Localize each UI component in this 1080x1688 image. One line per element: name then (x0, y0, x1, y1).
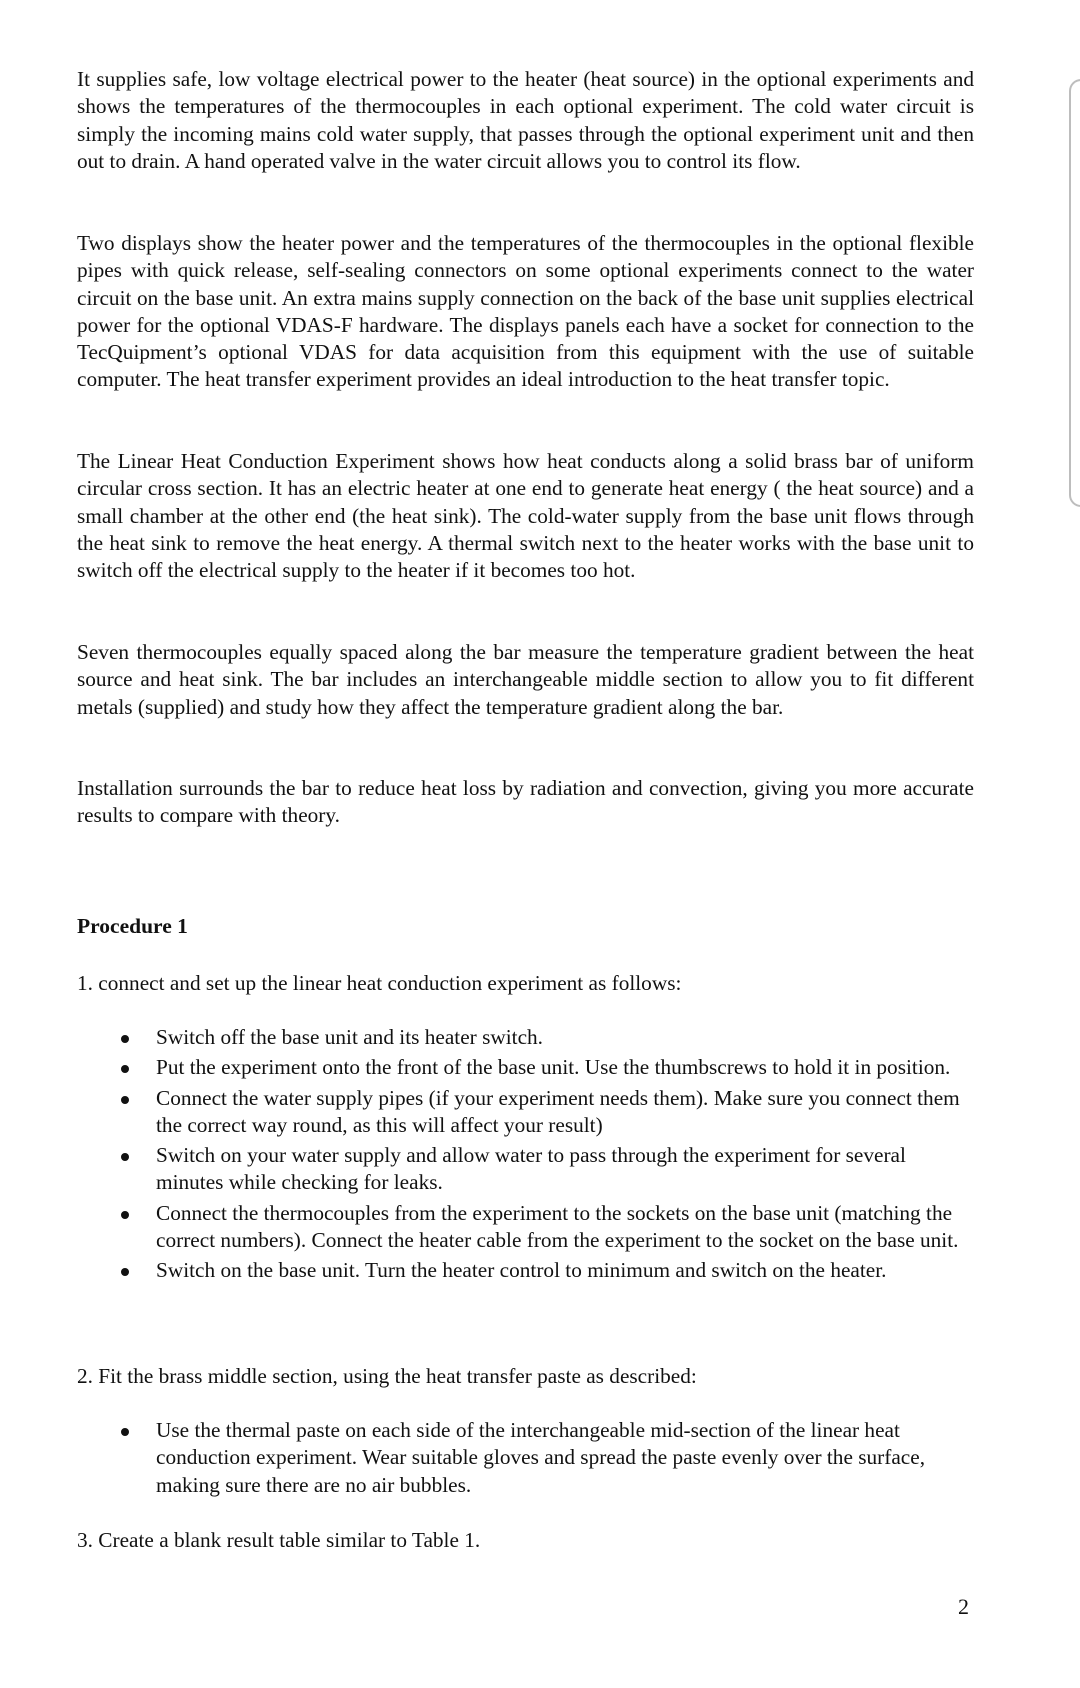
procedure-step-1: 1. connect and set up the linear heat conduction experiment as follows: (77, 971, 682, 995)
procedure-heading: Procedure 1 (77, 914, 188, 938)
list-item (116, 1200, 976, 1255)
bullet-icon (121, 1268, 129, 1276)
list-item (116, 1085, 976, 1140)
bullet-icon (121, 1153, 129, 1161)
bullet-icon (121, 1096, 129, 1104)
bullet-text: Switch off the base unit and its heater switch. (156, 1025, 544, 1049)
paragraph-base-unit-power: It supplies safe, low voltage electrical power to the heater (heat source) in the optional experiments and shows the temperatures of the thermocouples in each optional experiment. The cold water circuit is simply the incoming mains cold water supply, that passes through the optional experiment unit and then out to drain. A hand operated valve in the water circuit allows you to control its flow. (77, 67, 974, 173)
procedure-step-2: 2. Fit the brass middle section, using the heat transfer paste as described: (77, 1364, 697, 1388)
bullet-text: Connect the water supply pipes (if your experiment needs them). Make sure you connect them the correct way round, as this will affect your result) (156, 1085, 960, 1137)
procedure-step-3: 3. Create a blank result table similar to Table 1. (77, 1528, 481, 1552)
list-item (116, 1417, 976, 1499)
list-item (116, 1024, 976, 1051)
page-number: 2 (958, 1594, 969, 1619)
bullet-text: Switch on the base unit. Turn the heater control to minimum and switch on the heater. (156, 1258, 887, 1283)
bullet-text: Connect the thermocouples from the experiment to the sockets on the base unit (matching the correct numbers). Connect the heater cable from the experiment to the socket on the base unit. (156, 1200, 959, 1253)
paragraph-insulation: Installation surrounds the bar to reduce heat loss by radiation and convection, giving you more accurate results to compare with theory. (77, 776, 974, 828)
step-2-bullet-list (116, 1417, 976, 1499)
paragraph-thermocouples: Seven thermocouples equally spaced along the bar measure the temperature gradient between the heat source and heat sink. The bar includes an interchangeable middle section to allow you to fit different metals (supplied) and study how they affect the temperature gradient along the bar. (77, 640, 974, 719)
bullet-text: Use the thermal paste on each side of the interchangeable mid-section of the linear heat conduction experiment. Wear suitable gloves and spread the paste evenly over the surface, making sure there are no air bubbles. (156, 1418, 926, 1497)
paragraph-linear-conduction: The Linear Heat Conduction Experiment shows how heat conducts along a solid brass bar of uniform circular cross section. It has an electric heater at one end to generate heat energy ( the heat source) and a small chamber at the other end (the heat sink). The cold-water supply from the base unit flows through the heat sink to remove the heat energy. A thermal switch next to the heater works with the base unit to switch off the electrical supply to the heater if it becomes too hot. (77, 449, 974, 583)
bullet-text: Put the experiment onto the front of the base unit. Use the thumbscrews to hold it in position. (156, 1055, 951, 1080)
bullet-icon (121, 1211, 129, 1219)
list-item (116, 1054, 976, 1081)
bullet-icon (121, 1035, 129, 1043)
bullet-text: Switch on your water supply and allow water to pass through the experiment for several minutes while checking for leaks. (156, 1143, 906, 1195)
bullet-icon (121, 1065, 129, 1073)
step-1-bullet-list (116, 1024, 976, 1285)
list-item (116, 1142, 976, 1197)
side-panel-handle[interactable] (1069, 79, 1080, 507)
list-item (116, 1257, 976, 1284)
paragraph-displays: Two displays show the heater power and the temperatures of the thermocouples in the optional flexible pipes with quick release, self-sealing connectors on some optional experiments connect to the water circuit on the base unit. An extra mains supply connection on the back of the base unit supplies electrical power for the optional VDAS-F hardware. The displays panels each have a socket for connection to the TecQuipment’s optional VDAS for data acquisition from this equipment with the use of suitable computer. The heat transfer experiment provides an ideal introduction to the heat transfer topic. (77, 231, 974, 392)
bullet-icon (121, 1428, 129, 1436)
